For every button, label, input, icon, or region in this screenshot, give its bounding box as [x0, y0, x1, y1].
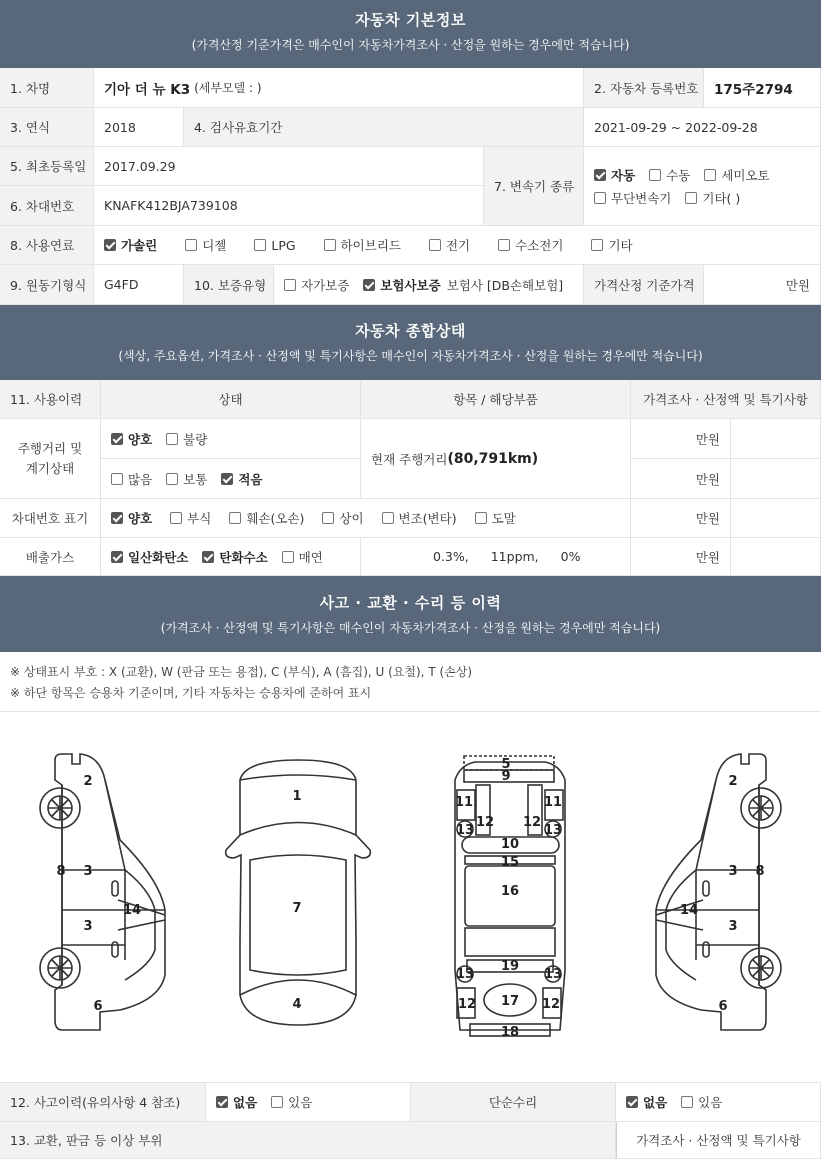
- mileage-row1: [101, 419, 361, 459]
- right-side-view: [656, 754, 781, 1030]
- diagram-under-label-15: 12: [541, 997, 561, 1012]
- emission-values: [361, 538, 631, 576]
- price-base-unit: 만원: [704, 265, 821, 305]
- simple-repair-checkbox-1[interactable]: 있음: [681, 1093, 722, 1111]
- warranty-self-checkbox[interactable]: 자가보증: [284, 276, 349, 294]
- diagram-right-label-4: 3: [728, 919, 738, 934]
- mileage-price-unit-1: 만원: [631, 419, 731, 459]
- diagram-right-label-5: 6: [718, 999, 728, 1014]
- reg-number-label: 2. 자동차 등록번호: [584, 68, 704, 108]
- fuel-checkbox-2[interactable]: LPG: [254, 238, 295, 253]
- diagram-left-label-1: 8: [56, 864, 66, 879]
- emission-smoke: 0%: [560, 549, 581, 564]
- diagram-under-label-0: 5: [501, 757, 511, 772]
- diagram-right-label-2: 8: [755, 864, 765, 879]
- vin-mark-label: 차대번호 표기: [0, 499, 101, 538]
- engine-label: 9. 원동기형식: [0, 265, 94, 305]
- accident-history-checkbox-1[interactable]: 있음: [271, 1093, 312, 1111]
- fuel-checkbox-3[interactable]: 하이브리드: [324, 236, 401, 254]
- emission-checkbox-0[interactable]: 일산화탄소: [111, 548, 188, 566]
- mileage-price-unit-2: 만원: [631, 459, 731, 499]
- transmission-checkbox-4[interactable]: 기타( ): [685, 189, 740, 207]
- diagram-under-label-6: 13: [455, 823, 475, 838]
- status-header: [0, 305, 821, 380]
- legend-note: ※ 상태표시 부호 : X (교환), W (판금 또는 용접), C (부식), A (흠집), U (요철), T (손상): [10, 665, 473, 679]
- vin-price-unit: 만원: [631, 499, 731, 538]
- transmission-options: [584, 147, 821, 226]
- accident-history-checkbox-0[interactable]: 없음: [216, 1093, 257, 1111]
- fuel-checkbox-5[interactable]: 수소전기: [498, 236, 563, 254]
- vin-mark-checkbox-5[interactable]: 도말: [475, 509, 516, 527]
- diagram-under-label-12: 13: [455, 967, 475, 982]
- emission-price-unit: 만원: [631, 538, 731, 576]
- diagram-right-label-0: 2: [728, 774, 738, 789]
- emission-checkbox-2[interactable]: 매연: [282, 548, 323, 566]
- emission-options: [101, 538, 361, 576]
- parts-price-header: 가격조사 · 산정액 및 특기사항: [616, 1122, 821, 1159]
- warranty-options: [274, 265, 584, 305]
- vin-mark-checkbox-0[interactable]: 양호: [111, 509, 152, 527]
- emission-checkbox-1[interactable]: 탄화수소: [202, 548, 267, 566]
- inspection-value: 2021-09-29 ~ 2022-09-28: [584, 108, 821, 147]
- state-header: 상태: [101, 380, 361, 419]
- vin-value: KNAFK412BJA739108: [94, 186, 484, 226]
- mileage-row1-checkbox-0[interactable]: 양호: [111, 430, 152, 448]
- mileage-row2: [101, 459, 361, 499]
- diagram-front-label-1: 7: [292, 901, 302, 916]
- diagram-under-label-14: 12: [457, 997, 477, 1012]
- accident-title: 사고 · 교환 · 수리 등 이력: [319, 594, 502, 612]
- standard-note: ※ 하단 항목은 승용차 기준이며, 기타 자동차는 승용차에 준하여 표시: [10, 686, 372, 700]
- diagram-under-label-5: 12: [522, 815, 542, 830]
- emission-label: 배출가스: [0, 538, 101, 576]
- accident-history-label: 12. 사고이력(유의사항 4 참조): [0, 1082, 206, 1122]
- diagram-right-label-1: 3: [728, 864, 738, 879]
- simple-repair-label: 단순수리: [411, 1082, 616, 1122]
- mileage-text: 현재 주행거리: [371, 451, 448, 467]
- diagram-under-label-11: 19: [500, 959, 520, 974]
- usage-history-label: 11. 사용이력: [0, 380, 101, 419]
- inspection-label: 4. 검사유효기간: [184, 108, 584, 147]
- vin-mark-checkbox-1[interactable]: 부식: [170, 509, 211, 527]
- basic-info-subtitle: (가격산정 기준가격은 매수인이 자동차가격조사 · 산정을 원하는 경우에만 적습니다): [191, 38, 630, 52]
- diagram-under-label-7: 13: [543, 823, 563, 838]
- left-side-view: [40, 754, 165, 1030]
- diagram-under-label-3: 11: [543, 795, 563, 810]
- diagram-under-label-8: 10: [500, 837, 520, 852]
- basic-info-title: 자동차 기본정보: [355, 11, 466, 29]
- mileage-row2-checkbox-1[interactable]: 보통: [166, 470, 207, 488]
- parts-label: 13. 교환, 판금 등 이상 부위: [0, 1122, 616, 1159]
- emission-hc: 11ppm,: [490, 549, 539, 564]
- fuel-options: [94, 226, 821, 265]
- engine-value: G4FD: [94, 265, 184, 305]
- warranty-label: 10. 보증유형: [184, 265, 274, 305]
- first-reg-label: 5. 최초등록일: [0, 147, 94, 186]
- car-sub-model: (세부모델 : ): [194, 81, 262, 95]
- diagram-left-label-4: 14: [122, 903, 142, 918]
- diagram-left-label-2: 3: [83, 864, 93, 879]
- car-name-label: 1. 차명: [0, 68, 94, 108]
- diagram-front-label-0: 1: [292, 789, 302, 804]
- year-value: 2018: [94, 108, 184, 147]
- item-header: 항목 / 해당부품: [361, 380, 631, 419]
- diagram-left-label-3: 3: [83, 919, 93, 934]
- mileage-label: 주행거리 및 계기상태: [0, 419, 101, 499]
- diagram-front-label-2: 4: [292, 997, 302, 1012]
- diagram-under-label-10: 16: [500, 884, 520, 899]
- diagram-left-label-5: 6: [93, 999, 103, 1014]
- basic-info-header: [0, 0, 821, 68]
- warranty-insurance-checkbox[interactable]: 보험사보증: [363, 276, 440, 294]
- price-base-label: 가격산정 기준가격: [584, 265, 704, 305]
- diagram-under-label-13: 13: [543, 967, 563, 982]
- diagram-under-label-16: 17: [500, 994, 520, 1009]
- diagram-under-label-17: 18: [500, 1025, 520, 1040]
- mileage-value: (80,791km): [447, 450, 539, 467]
- price-header: 가격조사 · 산정액 및 특기사항: [631, 380, 821, 419]
- transmission-checkbox-0[interactable]: 자동: [594, 166, 635, 184]
- warranty-company: 보험사 [DB손해보험]: [446, 277, 564, 293]
- diagram-under-label-4: 12: [475, 815, 495, 830]
- reg-number-value: 175주2794: [714, 81, 793, 98]
- fuel-checkbox-6[interactable]: 기타: [591, 236, 632, 254]
- transmission-checkbox-3[interactable]: 무단변속기: [594, 189, 671, 207]
- fuel-checkbox-1[interactable]: 디젤: [185, 236, 226, 254]
- diagram-left-label-0: 2: [83, 774, 93, 789]
- fuel-checkbox-4[interactable]: 전기: [429, 236, 470, 254]
- accident-history-options: [206, 1082, 411, 1122]
- vin-mark-checkbox-3[interactable]: 상이: [322, 509, 363, 527]
- status-title: 자동차 종합상태: [355, 322, 466, 340]
- diagram-under-label-2: 11: [454, 795, 474, 810]
- mileage-row2-checkbox-2[interactable]: 적음: [221, 470, 262, 488]
- first-reg-value: 2017.09.29: [94, 147, 484, 186]
- diagram-under-label-9: 15: [500, 855, 520, 870]
- car-name-cell: [94, 68, 584, 108]
- vin-mark-checkbox-2[interactable]: 훼손(오손): [229, 509, 304, 527]
- diagram-under-label-1: 9: [501, 769, 511, 784]
- transmission-checkbox-1[interactable]: 수동: [649, 166, 690, 184]
- diagram-right-label-3: 14: [679, 903, 699, 918]
- fuel-label: 8. 사용연료: [0, 226, 94, 265]
- car-damage-diagram: [0, 740, 821, 1045]
- vin-label: 6. 차대번호: [0, 186, 94, 226]
- transmission-label: 7. 변속기 종류: [484, 147, 584, 226]
- vin-mark-options: [101, 499, 631, 538]
- fuel-checkbox-0[interactable]: 가솔린: [104, 236, 157, 254]
- emission-co: 0.3%,: [433, 549, 469, 564]
- vin-mark-checkbox-4[interactable]: 변조(변타): [382, 509, 457, 527]
- status-subtitle: (색상, 주요옵션, 가격조사 · 산정액 및 특기사항은 매수인이 자동차가격조사 · 산정을 원하는 경우에만 적습니다): [118, 349, 703, 363]
- accident-header: [0, 576, 821, 652]
- accident-subtitle: (가격조사 · 산정액 및 특기사항은 매수인이 자동차가격조사 · 산정을 원하는 경우에만 적습니다): [160, 621, 661, 635]
- simple-repair-checkbox-0[interactable]: 없음: [626, 1093, 667, 1111]
- mileage-row2-checkbox-0[interactable]: 많음: [111, 470, 152, 488]
- mileage-row1-checkbox-1[interactable]: 불량: [166, 430, 207, 448]
- transmission-checkbox-2[interactable]: 세미오토: [704, 166, 769, 184]
- mileage-cell: [361, 419, 631, 499]
- car-name-value: 기아 더 뉴 K3: [104, 81, 191, 98]
- year-label: 3. 연식: [0, 108, 94, 147]
- simple-repair-options: [616, 1082, 821, 1122]
